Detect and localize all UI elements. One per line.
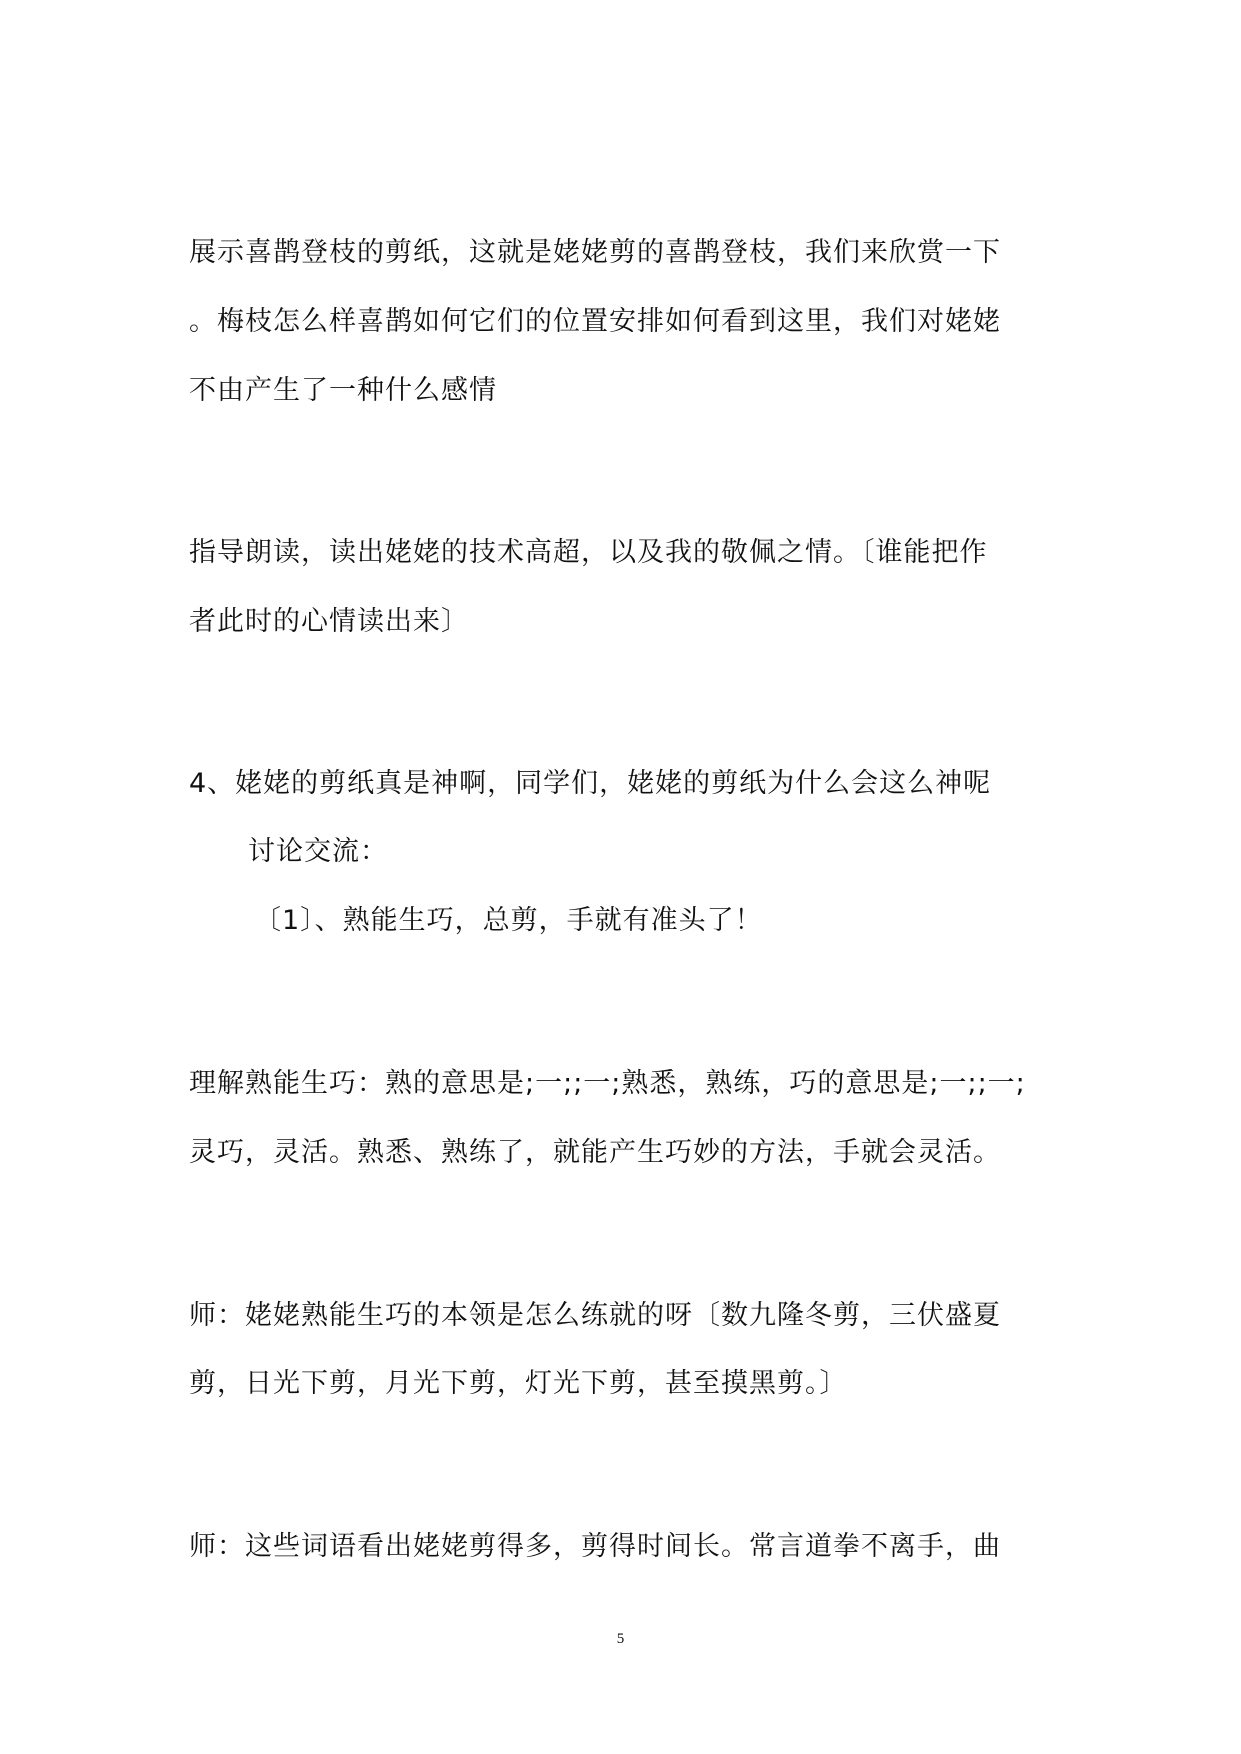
text-line: 。梅枝怎么样喜鹊如何它们的位置安排如何看到这里，我们对姥姥 xyxy=(189,306,1001,337)
text-line: 剪，日光下剪，月光下剪，灯光下剪，甚至摸黑剪。〕 xyxy=(189,1368,848,1399)
text-line: 灵巧，灵活。熟悉、熟练了，就能产生巧妙的方法，手就会灵活。 xyxy=(189,1137,1001,1168)
text-line: 指导朗读，读出姥姥的技术高超，以及我的敬佩之情。〔谁能把作 xyxy=(189,537,988,568)
text-line: 展示喜鹊登枝的剪纸，这就是姥姥剪的喜鹊登枝，我们来欣赏一下 xyxy=(189,237,1001,268)
page-number: 5 xyxy=(616,1631,625,1647)
text-line: 讨论交流： xyxy=(248,836,388,867)
text-line: 者此时的心情读出来〕 xyxy=(189,606,469,637)
text-line: 不由产生了一种什么感情 xyxy=(189,375,497,406)
text-line: 理解熟能生巧：熟的意思是;一;;一;熟悉，熟练，巧的意思是;一;;一; xyxy=(189,1068,1026,1099)
text-line: 4、姥姥的剪纸真是神啊，同学们，姥姥的剪纸为什么会这么神呢 xyxy=(189,768,992,799)
text-line: 〔1〕、熟能生巧，总剪，手就有准头了！ xyxy=(254,905,763,936)
text-line: 师：姥姥熟能生巧的本领是怎么练就的呀〔数九隆冬剪，三伏盛夏 xyxy=(189,1300,1001,1331)
text-line: 师：这些词语看出姥姥剪得多，剪得时间长。常言道拳不离手，曲 xyxy=(189,1531,1001,1562)
